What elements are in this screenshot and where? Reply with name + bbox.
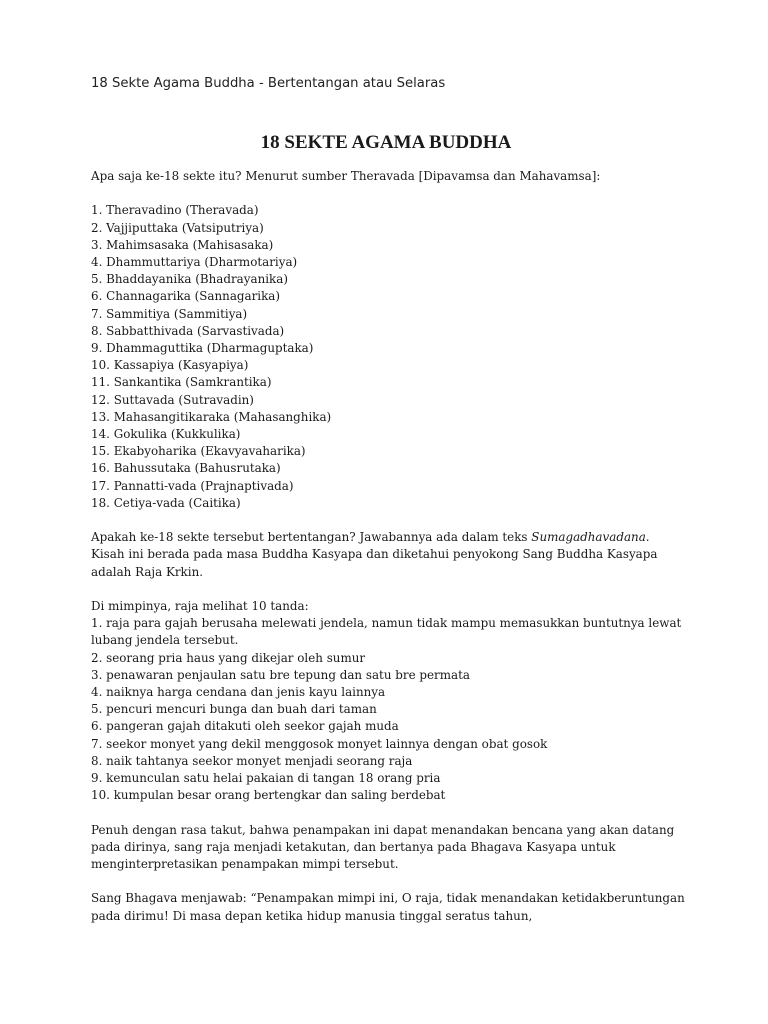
spacer [91,873,691,890]
sect-item: 13. Mahasangitikaraka (Mahasanghika) [91,409,332,424]
dream-sign-item: 6. pangeran gajah ditakuti oleh seekor gajah muda [91,719,399,734]
dream-sign-item: 9. kemunculan satu helai pakaian di tangan 18 orang pria [91,771,441,786]
dream-sign-item: 7. seekor monyet yang dekil menggosok monyet lainnya dengan obat gosok [91,736,548,751]
spacer [91,185,691,202]
dream-signs-list [91,615,691,804]
sect-item: 1. Theravadino (Theravada) [91,203,259,218]
spacer [91,512,691,529]
dream-sign-item: 5. pencuri mencuri bunga dan buah dari taman [91,702,377,717]
sect-item: 15. Ekabyoharika (Ekavyavaharika) [91,444,306,459]
sect-item: 5. Bhaddayanika (Bhadrayanika) [91,272,288,287]
sect-item: 12. Suttavada (Sutravadin) [91,392,254,407]
sect-item: 7. Sammitiya (Sammitiya) [91,306,248,321]
intro-paragraph: Apa saja ke-18 sekte itu? Menurut sumber Theravada [Dipavamsa dan Mahavamsa]: [91,169,601,183]
sect-item: 10. Kassapiya (Kasyapiya) [91,358,249,373]
sect-item: 17. Pannatti-vada (Prajnaptivada) [91,478,294,493]
dream-sign-item: 8. naik tahtanya seekor monyet menjadi seorang raja [91,753,413,768]
text-title-sumagadhavadana: Sumagadhavadana [531,530,646,545]
dream-sign-item: 2. seorang pria haus yang dikejar oleh sumur [91,650,366,665]
dream-sign-item: 3. penawaran penjaulan satu bre tepung dan satu bre permata [91,667,470,682]
sect-item: 9. Dhammaguttika (Dharmaguptaka) [91,341,314,356]
story-context: Kisah ini berada pada masa Buddha Kasyapa dan diketahui penyokong Sang Buddha Kasyapa adalah Raja Krkin. [91,547,658,579]
bhagava-answer-paragraph: Sang Bhagava menjawab: “Penampakan mimpi ini, O raja, tidak menandakan ketidakberuntungan pada dirimu! Di masa depan ketika hidup manusia tinggal seratus tahun, [91,891,685,923]
sect-item: 18. Cetiya-vada (Caitika) [91,495,241,510]
sect-item: 16. Bahussutaka (Bahusrutaka) [91,461,281,476]
conflict-question: Apakah ke-18 sekte tersebut bertentangan? Jawabannya ada dalam teks [91,530,532,545]
document-title: 18 SEKTE AGAMA BUDDHA [260,132,512,153]
sect-list [91,202,691,512]
dream-intro: Di mimpinya, raja melihat 10 tanda: [91,599,309,614]
spacer [91,804,691,821]
sect-item: 14. Gokulika (Kukkulika) [91,427,241,442]
sect-item: 3. Mahimsasaka (Mahisasaka) [91,237,274,252]
conflict-period: . [645,530,650,545]
dream-sign-item: 4. naiknya harga cendana dan jenis kayu lainnya [91,685,386,700]
sect-item: 6. Channagarika (Sannagarika) [91,289,281,304]
spacer [91,581,691,598]
sect-item: 11. Sankantika (Samkrantika) [91,375,272,390]
dream-sign-item: 10. kumpulan besar orang bertengkar dan saling berdebat [91,788,446,803]
conflict-paragraph [91,529,691,581]
document-body [91,128,691,925]
document-header: 18 Sekte Agama Buddha - Bertentangan atau Selaras [91,76,446,91]
sect-item: 4. Dhammuttariya (Dharmotariya) [91,255,298,269]
sect-item: 8. Sabbatthivada (Sarvastivada) [91,323,285,338]
fear-paragraph: Penuh dengan rasa takut, bahwa penampakan ini dapat menandakan bencana yang akan datang pada dirinya, sang raja menjadi ketakutan, dan bertanya pada Bhagava Kasyapa untuk menginterpretasikan penampakan mimpi tersebut. [91,822,675,872]
dream-sign-item: 1. raja para gajah berusaha melewati jendela, namun tidak mampu memasukkan buntutnya lewat lubang jendela tersebut. [91,616,682,648]
sect-item: 2. Vajjiputtaka (Vatsiputriya) [91,220,264,235]
